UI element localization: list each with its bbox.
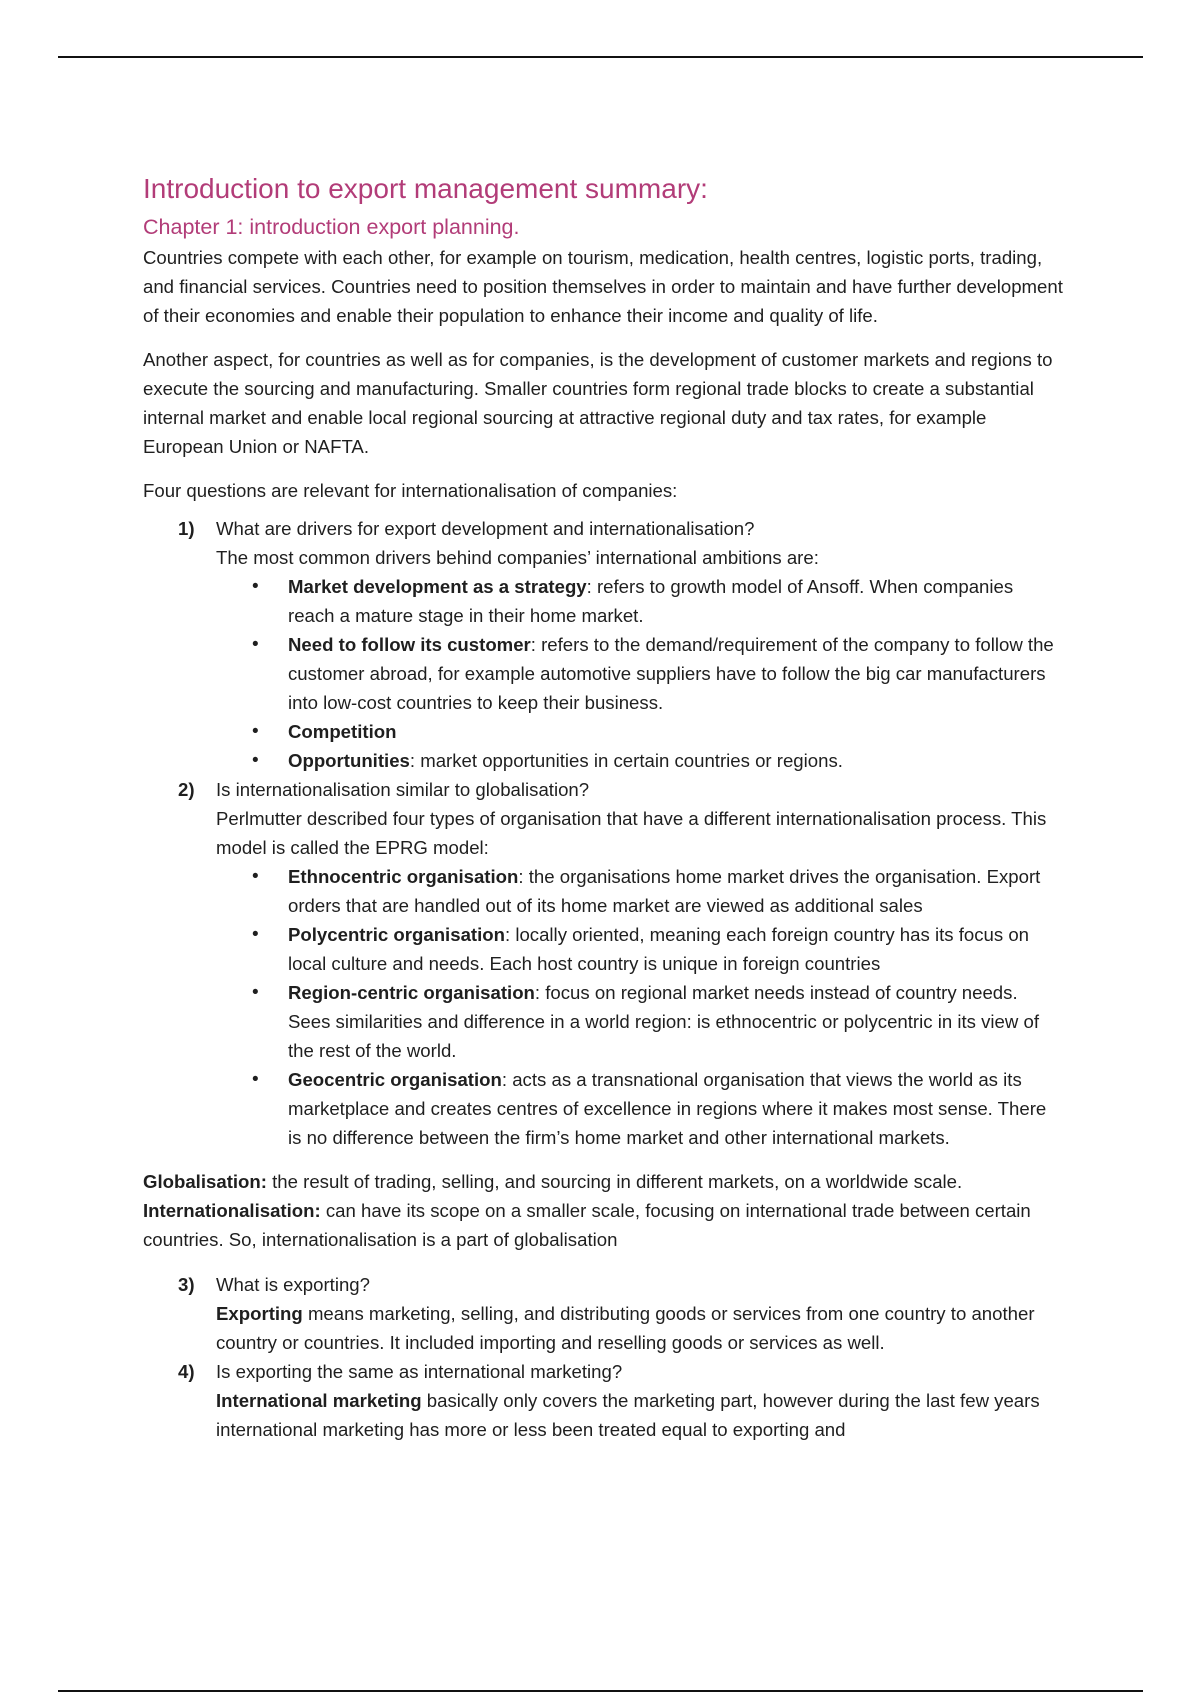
paragraph: Four questions are relevant for internationalisation of companies: [143,480,678,501]
bullet-term: Region-centric organisation [288,982,535,1003]
question-list [143,514,1063,1152]
bullet-text: : refers to growth model of Ansoff. When companies reach a mature stage in their home market. [288,576,1014,626]
question-text: Is internationalisation similar to globalisation? [216,779,590,800]
question-number: 4) [178,1361,195,1382]
bullet-item [216,1065,1063,1152]
chapter-heading: Chapter 1: introduction export planning. [143,215,520,239]
definition-term: Internationalisation: [143,1200,321,1221]
question-intro: The most common drivers behind companies’ international ambitions are: [216,547,819,568]
bullet-term: Ethnocentric organisation [288,866,519,887]
paragraph: Countries compete with each other, for example on tourism, medication, health centres, logistic ports, trading, and financial services. Countries need to position themselves in order to maintain and have further development of their economies and enable their population to enhance their income and quality of life. [143,247,1063,326]
bullet-text: : focus on regional market needs instead of country needs. Sees similarities and difference in a world region: is ethnocentric or polycentric in its view of the rest of the world. [288,982,1039,1061]
question-text: What is exporting? [216,1274,370,1295]
bullet-term: Geocentric organisation [288,1069,502,1090]
bullet-text: : the organisations home market drives the organisation. Export orders that are handled out of its home market are viewed as additional sales [288,866,1041,916]
definition-internationalisation [143,1196,1063,1254]
definition-term: Globalisation: [143,1171,267,1192]
question-text: Is exporting the same as international marketing? [216,1361,623,1382]
header-rule [58,56,1143,58]
answer-term: Exporting [216,1303,303,1324]
question-item [143,775,1063,1152]
question-item [143,514,1063,775]
answer-body: basically only covers the marketing part, however during the last few years international marketing has more or less been treated equal to exporting and [216,1390,1040,1440]
bullet-item [216,717,1063,746]
bullet-term: Need to follow its customer [288,634,531,655]
bullet-term: Market development as a strategy [288,576,587,597]
question-number: 3) [178,1274,195,1295]
paragraph: Another aspect, for countries as well as for companies, is the development of customer markets and regions to execute the sourcing and manufacturing. Smaller countries form regional trade blocks to create a substantial internal market and enable local regional sourcing at attractive regional duty and tax rates, for example European Union or NAFTA. [143,349,1053,457]
bullet-item [216,978,1063,1065]
answer-term: International marketing [216,1390,422,1411]
question-text: What are drivers for export development and internationalisation? [216,518,755,539]
bullet-text: : acts as a transnational organisation that views the world as its marketplace and creates centres of excellence in regions where it makes most sense. There is no difference between the firm’s home market and other international markets. [288,1069,1047,1148]
question-item [143,1357,1063,1444]
bullet-list [216,572,1063,775]
bullet-item [216,746,1063,775]
definition-text: the result of trading, selling, and sourcing in different markets, on a worldwide scale. [266,1171,963,1192]
answer-text [216,1386,1063,1444]
bullet-text: : market opportunities in certain countries or regions. [409,750,843,771]
bullet-item [216,920,1063,978]
bullet-text: : locally oriented, meaning each foreign country has its focus on local culture and needs. Each host country is unique in foreign countries [288,924,1030,974]
answer-text [216,1299,1063,1357]
definition-globalisation [143,1167,1063,1196]
bullet-term: Opportunities [288,750,410,771]
footer-rule [58,1690,1143,1692]
document-title: Introduction to export management summary: [143,173,708,204]
question-number: 2) [178,779,195,800]
question-list [143,1270,1063,1444]
bullet-item [216,630,1063,717]
bullet-item [216,862,1063,920]
question-intro: Perlmutter described four types of organisation that have a different internationalisation process. This model is called the EPRG model: [216,808,1047,858]
bullet-term: Competition [288,721,397,742]
document-body [143,170,1063,1444]
question-item [143,1270,1063,1357]
bullet-term: Polycentric organisation [288,924,505,945]
definition-text: can have its scope on a smaller scale, focusing on international trade between certain countries. So, internationalisation is a part of globalisation [143,1200,1031,1250]
bullet-list [216,862,1063,1152]
answer-body: means marketing, selling, and distributing goods or services from one country to another country or countries. It included importing and reselling goods or services as well. [216,1303,1035,1353]
bullet-text: : refers to the demand/requirement of the company to follow the customer abroad, for example automotive suppliers have to follow the big car manufacturers into low-cost countries to keep their business. [288,634,1054,713]
question-number: 1) [178,518,195,539]
bullet-item [216,572,1063,630]
